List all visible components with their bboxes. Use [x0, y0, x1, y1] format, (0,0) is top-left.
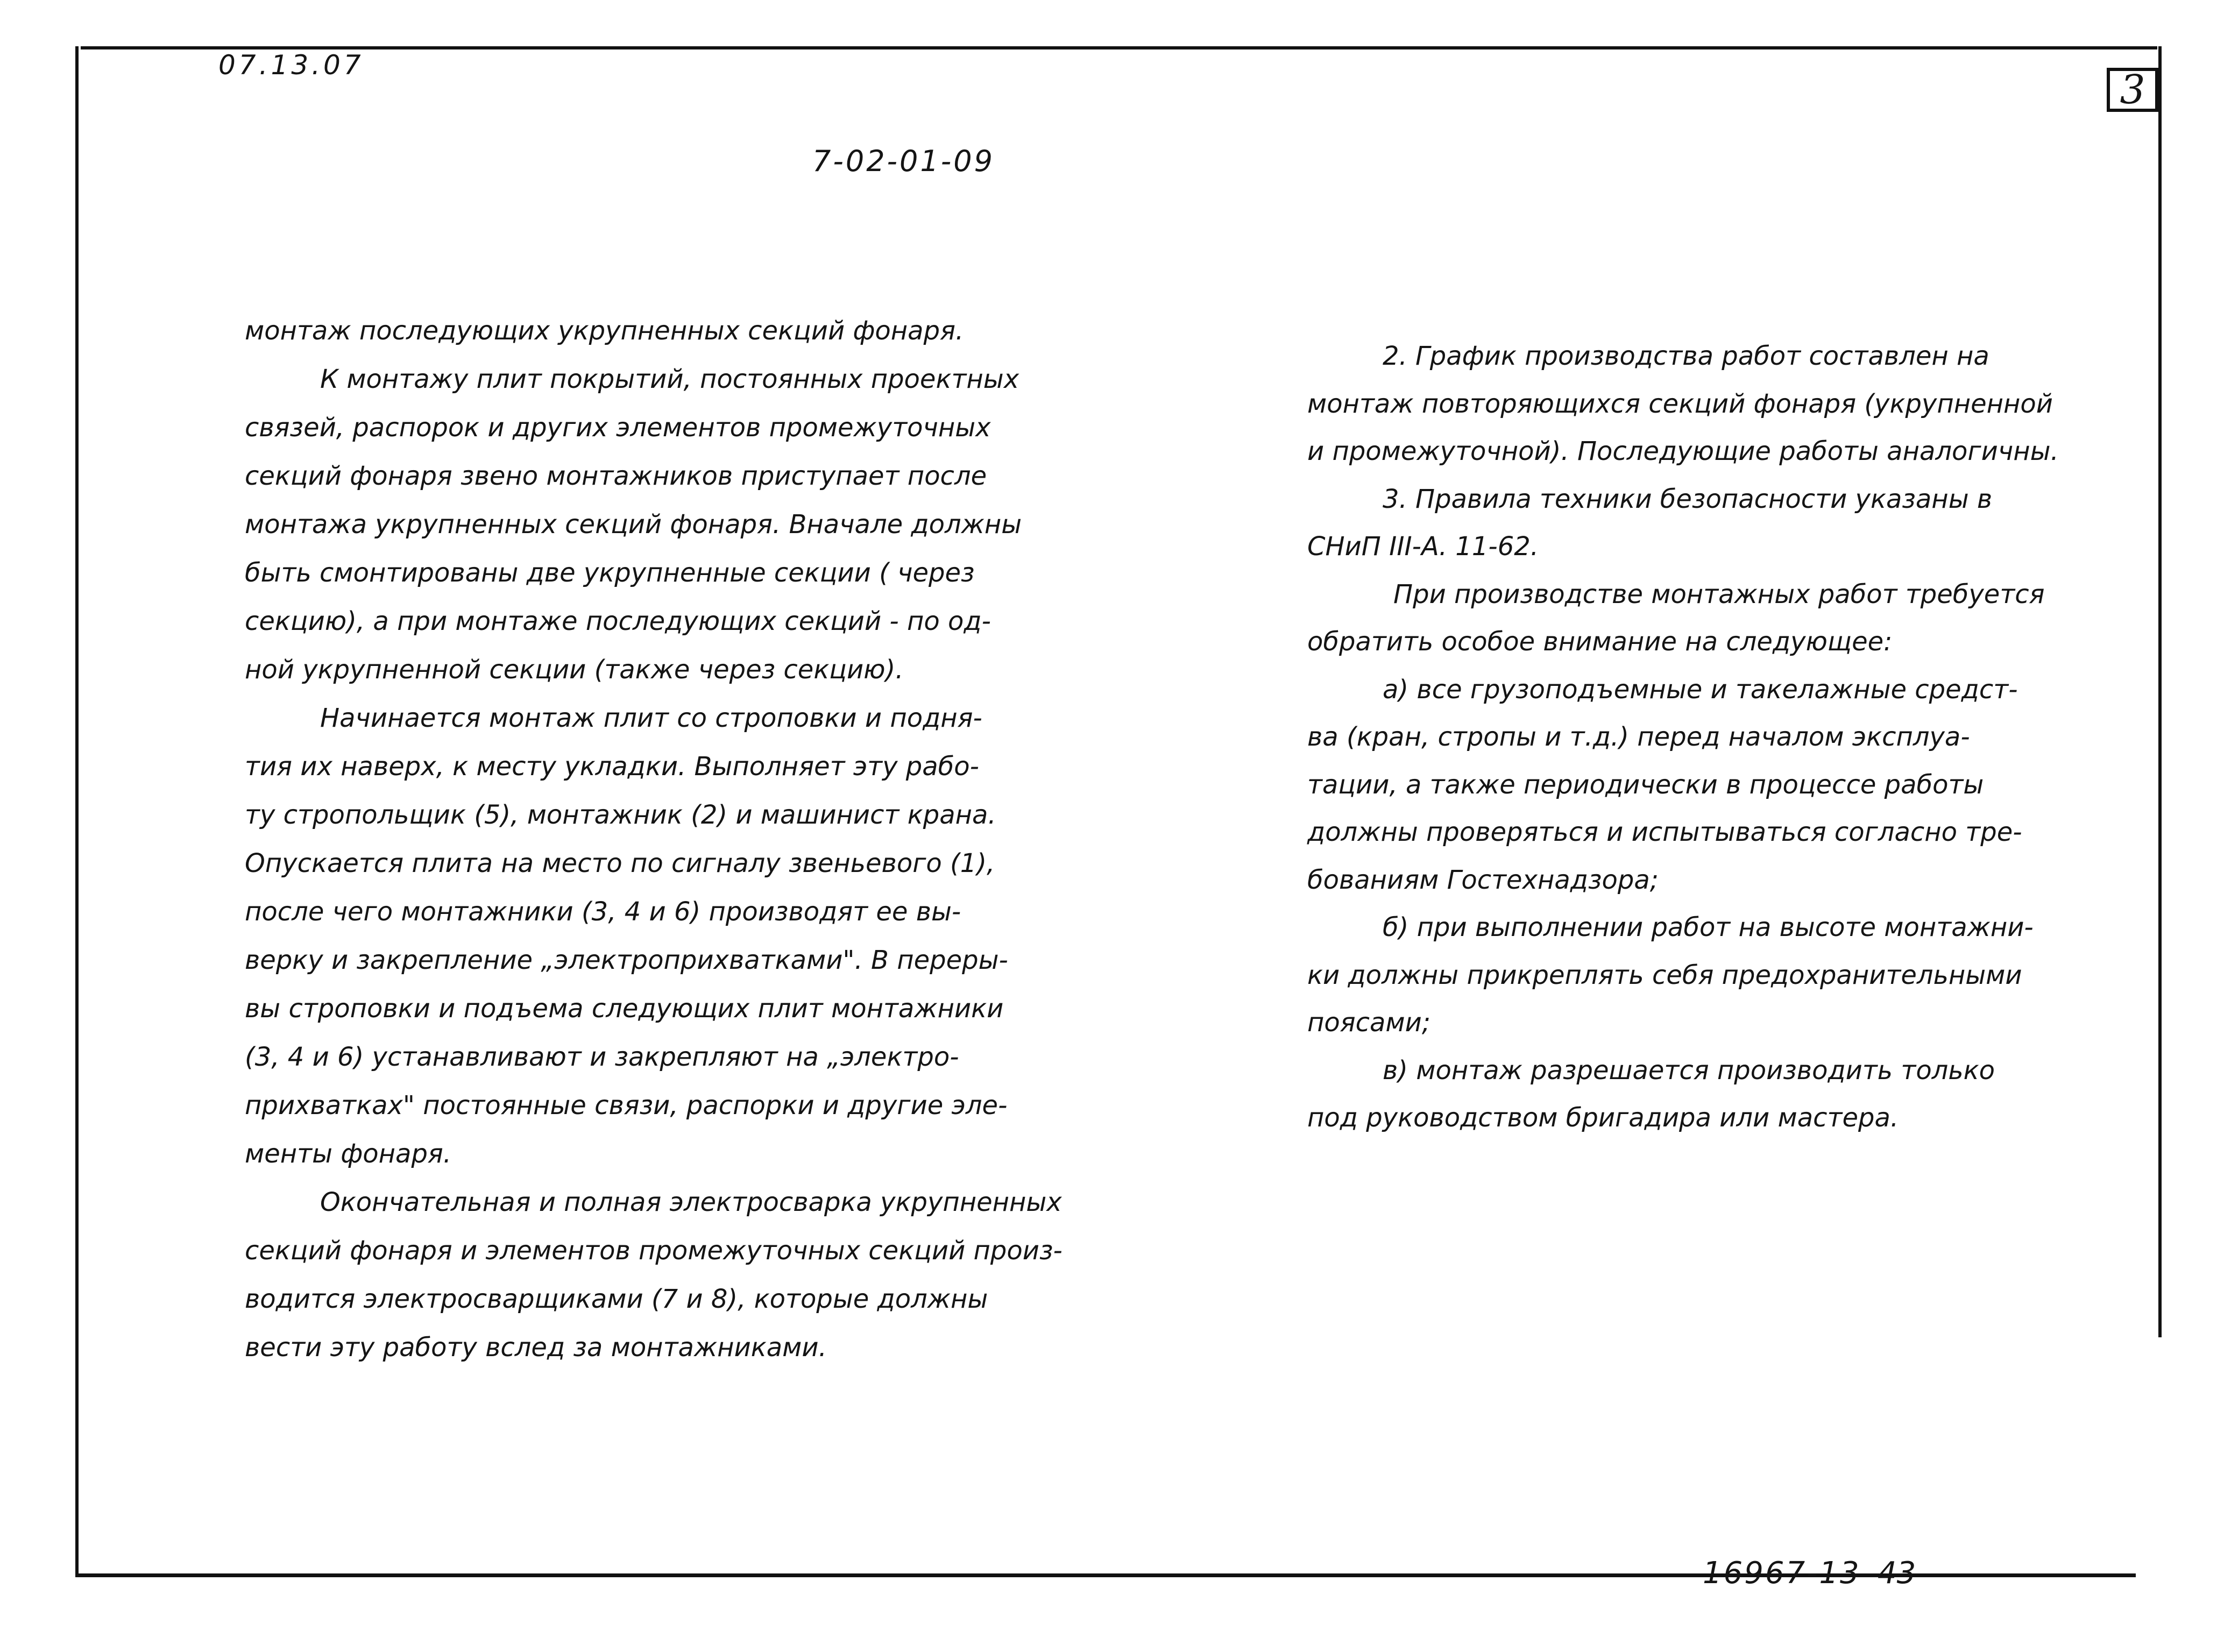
left-text-column [245, 307, 1127, 1372]
text-line: секцию), а при монтаже последующих секций - по од- [245, 606, 991, 636]
text-line: секций фонаря и элементов промежуточных секций произ- [245, 1236, 1063, 1266]
text-line: Окончательная и полная электросварка укрупненных [320, 1187, 1062, 1217]
text-line: 2. График производства работ составлен на [1383, 341, 1989, 371]
text-line: ной укрупненной секции (также через секцию). [245, 655, 904, 685]
text-line: поясами; [1307, 1008, 1431, 1038]
text-line: Опускается плита на место по сигналу звеньевого (1), [245, 848, 995, 878]
text-line: вести эту работу вслед за монтажниками. [245, 1332, 827, 1363]
text-line: СНиП III-А. 11-62. [1307, 531, 1539, 562]
text-line: а) все грузоподъемные и такелажные средст- [1383, 674, 2018, 705]
text-line: обратить особое внимание на следующее: [1307, 627, 1893, 657]
text-line: связей, распорок и других элементов промежуточных [245, 413, 991, 443]
footer-page-number: 43 [1878, 1556, 1916, 1591]
text-line: монтаж повторяющихся секций фонаря (укрупненной [1307, 388, 2053, 419]
text-line: ва (кран, стропы и т.д.) перед началом эксплуа- [1307, 722, 1970, 752]
top-code: 07.13.07 [218, 49, 364, 81]
text-line: монтаж последующих укрупненных секций фонаря. [245, 316, 964, 346]
text-line: (3, 4 и 6) устанавливают и закрепляют на „электро- [245, 1042, 959, 1072]
text-line: быть смонтированы две укрупненные секции ( через [245, 558, 975, 588]
sheet-number-box [2107, 68, 2158, 112]
text-line: ки должны прикреплять себя предохранительными [1307, 960, 2022, 990]
frame-top-line [81, 46, 2157, 49]
text-line: под руководством бригадира или мастера. [1307, 1103, 1899, 1133]
text-line: должны проверяться и испытываться согласно тре- [1307, 817, 2022, 847]
text-line: 3. Правила техники безопасности указаны в [1383, 484, 1993, 514]
text-line: в) монтаж разрешается производить только [1383, 1055, 1995, 1086]
text-line: бованиям Гостехнадзора; [1307, 864, 1659, 895]
frame-left-line [75, 46, 79, 1577]
text-line: водится электросварщиками (7 и 8), которые должны [245, 1284, 988, 1314]
right-text-column [1307, 332, 2098, 1142]
text-line: и промежуточной). Последующие работы аналогичны. [1307, 436, 2059, 466]
footer-number: 16967-13 [1703, 1556, 1861, 1591]
text-line: При производстве монтажных работ требуется [1393, 579, 2045, 609]
document-code: 7-02-01-09 [812, 144, 995, 178]
text-line: б) при выполнении работ на высоте монтажни- [1383, 912, 2034, 942]
text-line: менты фонаря. [245, 1139, 452, 1169]
text-line: монтажа укрупненных секций фонаря. Вначале должны [245, 509, 1022, 540]
text-line: ту стропольщик (5), монтажник (2) и машинист крана. [245, 800, 996, 830]
text-line: тации, а также периодически в процессе работы [1307, 769, 1984, 800]
text-line: Начинается монтаж плит со строповки и подня- [320, 703, 982, 733]
text-line: верку и закрепление „электроприхватками". В переры- [245, 945, 1008, 975]
text-line: секций фонаря звено монтажников приступает после [245, 461, 987, 491]
text-line: К монтажу плит покрытий, постоянных проектных [320, 364, 1019, 394]
text-line: после чего монтажники (3, 4 и 6) производят ее вы- [245, 897, 961, 927]
frame-right-line [2158, 46, 2162, 1337]
sheet-number: 3 [2120, 67, 2145, 113]
text-line: прихватках" постоянные связи, распорки и другие эле- [245, 1090, 1008, 1121]
text-line: тия их наверх, к месту укладки. Выполняет эту рабо- [245, 751, 979, 782]
text-line: вы строповки и подъема следующих плит монтажники [245, 994, 1004, 1024]
